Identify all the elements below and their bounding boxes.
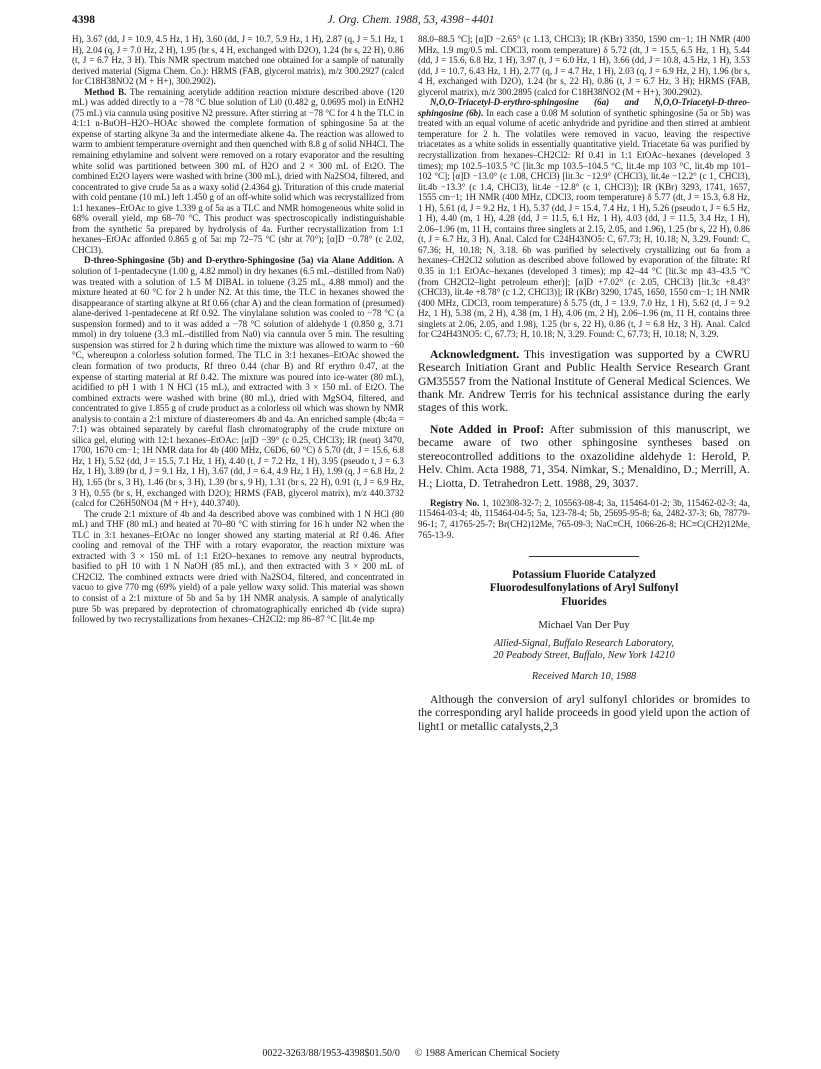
article-title-line-2: Fluorodesulfonylations of Aryl Sulfonyl bbox=[489, 582, 679, 595]
section-spacer bbox=[418, 340, 750, 348]
threo-sphingosine-heading: D-threo-Sphingosine (5b) and D-erythro-Sphingosine (5a) via Alane Addition. bbox=[84, 255, 395, 266]
affiliation-line-2: 20 Peabody Street, Buffalo, New York 14210 bbox=[493, 650, 675, 662]
registry-heading: Registry No. bbox=[430, 497, 480, 508]
sphingosine-data-continuation: 88.0–88.5 °C]; [α]D −2.65° (c 1.13, CHCl3); IR (KBr) 3350, 1590 cm−1; 1H NMR (400 MHz, 1.9 mg/0.5 mL CDCl3, room temperature) δ 5.72 (dt, J = 15.5, 6.5 Hz, 1 H), 5.44 (dd, J = 15.6, 6.8 Hz, 1 H), 3.97 (t, J = 6.0 Hz, 1 H), 3.66 (dd, J = 10.8, 4.5 Hz, 1 H), 3.53 (dd, J = 10.7, 6.43 Hz, 1 H), 2.77 (q, J = 4.7 Hz, 1 H), 2.03 (q, J = 6.9 Hz, 2 H), 1.96 (br s, 4 H, exchanged with D2O), 1.24 (br s, 22 H), 0.86 (t, J = 6.7 Hz, 3 H); HRMS (FAB, glycerol matrix), m/z 300.2895 (calcd for C18H38NO2 (M + H+), 300.2902). bbox=[418, 34, 750, 97]
registry-text: 1, 102308-32-7; 2, 105563-08-4; 3a, 115464-01-2; 3b, 115462-02-3; 4a, 115464-03-4; 4b, 115464-04-5; 5a, 123-78-4; 5b, 25695-95-8; 6a, 2482-37-3; 6b, 78779-96-1; 7, 41765-25-7; Br(CH2)12Me, 765-09-3; NaC≡CH, 1066-26-8; HC≡C(CH2)12Me, 765-13-9. bbox=[418, 497, 750, 540]
threo-sphingosine-paragraph bbox=[72, 255, 404, 508]
nmr-continuation-paragraph: H), 3.67 (dd, J = 10.9, 4.5 Hz, 1 H), 3.60 (dd, J = 10.7, 5.9 Hz, 1 H), 2.87 (q, J = 5.1 Hz, 1 H), 2.04 (q, J = 7.0 Hz, 2 H), 1.95 (br s, 4 H, exchanged with D2O), 1.24 (br s, 22 H), 0.86 (t, J = 6.7 Hz, 3 H). This NMR spectrum matched one obtained for a sample of naturally derived material (Sigma Chem. Co.): HRMS (FAB, glycerol matrix), m/z 300.2927 (calcd for C18H38NO2 (M + H+), 300.2902). bbox=[72, 34, 404, 87]
page-footer bbox=[72, 1048, 750, 1059]
article-title-line-1: Potassium Fluoride Catalyzed bbox=[512, 569, 656, 582]
copyright-notice: © 1988 American Chemical Society bbox=[414, 1048, 560, 1059]
crude-mixture-paragraph: The crude 2:1 mixture of 4b and 4a described above was combined with 1 N HCl (80 mL) and THF (80 mL) and heated at 70–80 °C with stirring for 16 h under N2 when the TLC in 3:1 hexanes–EtOAc no longer showed any starting material at Rf 0.46. After cooling and removal of the THF with a rotary evaporator, the reaction mixture was extracted with 3 × 150 mL of 1:1 Et2O–hexanes to remove any neutral byproducts, basified to pH 10 with 1 N NaOH (85 mL), and then extracted with 3 × 200 mL of CH2Cl2. The combined extracts were dried with Na2SO4, filtered, and concentrated in vacuo to give 770 mg (69% yield) of a pale yellow waxy solid. This material was shown to consist of a 2:1 mixture of 5b and 5a by 1H NMR analysis. A sample of analytically pure 5b was prepared by deprotection of chromatographically enriched 4b (vide supra) followed by two recrystallizations from hexanes–CH2Cl2: mp 86–87 °C [lit.4e mp bbox=[72, 508, 404, 625]
registry-paragraph bbox=[418, 498, 750, 540]
threo-sphingosine-text: A solution of 1-pentadecyne (1.00 g, 4.82 mmol) in dry hexanes (6.5 mL–distilled from Na0) was treated with a solution of 1.5 M DIBAL in toluene (3.25 mL, 4.88 mmol) and the mixture heated at 60 °C for 2 h under N2. At this time, the TLC in hexanes showed the disappearance of starting alkyne at Rf 0.66 (char A) and the clean formation of (presumed) alane-derived 1-pentadecene at Rf 0.92. The vinylalane solution was cooled to −78 °C (a suspension formed) and to it was added a −78 °C solution of aldehyde 1 (0.850 g, 3.71 mmol) in dry toluene (3.3 mL–distilled from Na0) via cannula over 5 min. The resulting suspension was stirred for 2 h during which time the mixture was allowed to warm to −60 °C, whereupon a colorless solution formed. The TLC in 3:1 hexanes–EtOAc showed the clean formation of two products, Rf threo 0.44 (char B) and Rf erythro 0.47, at the expense of starting material at Rf 0.42. The mixture was poured into ice-water (80 mL), acidified to pH 1 with 1 N HCl (15 mL), and extracted with 3 × 150 mL of Et2O. The combined extracts were washed with brine (80 mL), dried with MgSO4, filtered, and concentrated to give 1.855 g of crude product as a colorless oil which was shown by NMR analysis to contain a 2:1 mixture of diastereomers 4b and 4a. An enriched sample (4b:4a = 7:1) was obtained separately by careful flash chromatography of the crude mixture on silica gel, eluting with 12:1 hexanes–EtOAc: [α]D −39° (c 0.25, CHCl3); IR (neat) 3470, 1700, 1670 cm−1; 1H NMR data for 4b (400 MHz, C6D6, 60 °C) δ 5.70 (dt, J = 15.6, 6.8 Hz, 1 H), 5.52 (dd, J = 15.5, 7.1 Hz, 1 H), 4.40 (t, J = 7.2 Hz, 1 H), 3.95 (pseudo t, J = 6.3 Hz, 1 H), 3.89 (br d, J = 9.1 Hz, 1 H), 3.67 (dd, J = 6.4, 4.9 Hz, 1 H), 1.99 (q, J = 6.8 Hz, 2 H), 1.65 (br s, 3 H), 1.46 (br s, 3 H), 1.39 (br s, 9 H), 1.31 (br s, 22 H), 0.91 (t, J = 6.9 Hz, 3 H), 0.55 (br s, H, exchanged with D2O); HRMS (FAB, glycerol matrix), m/z 440.3732 (calcd for C26H50NO4 (M + H+), 440.3740). bbox=[72, 255, 404, 509]
triacetyl-text: In each case a 0.08 M solution of synthetic sphingosine (5a or 5b) was treated with an equal volume of acetic anhydride and pyridine and then stirred at ambient temperature for 2 h. The volatiles were removed in vacuo, leaving the respective triacetates as a white solids in essentially quantitative yield. Triacetate 6a was purified by recrystallization from hexanes–CH2Cl2: Rf 0.41 in 1:1 EtOAc–hexanes (developed 3 times); mp 102.5–103.5 °C [lit.3c mp 103.5–104.5 °C, lit.4e mp 103 °C, lit.4b mp 101–102 °C]; [α]D −13.0° (c 1.08, CHCl3) [lit.3c −12.9° (CHCl3), lit.4e −12.2° (c 1, CHCl3), lit.4b −13.3° (c 1.4, CHCl3), lit.4e −12.8° (c 1, CHCl3)]; IR (KBr) 3293, 1741, 1657, 1555 cm−1; 1H NMR (400 MHz, CDCl3, room temperature) δ 5.77 (dt, J = 15.3, 6.8 Hz, 1 H), 5.61 (d, J = 9.2 Hz, 1 H), 5.37 (dd, J = 15.4, 7.4 Hz, 1 H), 5.26 (pseudo t, J = 6.5 Hz, 1 H), 4.40 (m, 1 H), 4.28 (dd, J = 11.5, 6.1 Hz, 1 H), 4.03 (dd, J = 11.5, 3.4 Hz, 1 H), 2.06–1.96 (m, 11 H, contains three singlets at 2.15, 2.05, and 1.96), 1.25 (br s, 22 H), 0.86 (t, J = 6.7 Hz, 3 H). Anal. Calcd for C24H43NO5: C, 67.73; H, 10.18; N, 3.29. Found: C, 67.36; H, 10.18; N, 3.18. 6b was purified by selectively crystallizing out 6a from a hexanes–CH2Cl2 solution as described above followed by evaporation of the filtrate: Rf 0.35 in 1:1 EtOAc–hexanes (developed 3 times); mp 42–44 °C [lit.3c mp 43–43.5 °C (from CH2Cl2–light petroleum ether)]; [α]D +7.02° (c 2.05, CHCl3) [lit.3c +8.43° (CHCl3), lit.4e +8.78° (c 1.2, CHCl3)]; IR (KBr) 3290, 1745, 1650, 1550 cm−1; 1H NMR (400 MHz, CDCl3, room temperature) δ 5.75 (dt, J = 13.9, 7.0 Hz, 1 H), 5.62 (d, J = 9.2 Hz, 1 H), 5.38 (m, 2 H), 4.38 (m, 1 H), 4.06 (m, 2 H), 2.06–1.96 (m, 11 H, contains three singlets at 2.06, 2.05, and 1.98), 1.25 (br s, 22 H), 0.86 (t, J = 6.8 Hz, 3 H). Anal. Calcd for C24H43NO5: C, 67.73; H, 10.18; N, 3.29. Found: C, 67.73; H, 10.18; N, 3.29. bbox=[418, 107, 750, 340]
acknowledgment-text: This investigation was supported by a CWRU Research Initiation Grant and Public Health Service Research Grant GM35557 from the National Institute of General Medical Sciences. We thank Mr. Andrew Terris for his technical assistance during the early stages of this work. bbox=[418, 347, 750, 415]
note-added-heading: Note Added in Proof: bbox=[430, 422, 545, 436]
page-header bbox=[72, 12, 750, 32]
acknowledgment-paragraph bbox=[418, 348, 750, 415]
section-spacer bbox=[418, 415, 750, 423]
received-date: Received March 10, 1988 bbox=[531, 670, 637, 682]
article-intro-paragraph: Although the conversion of aryl sulfonyl chlorides or bromides to the corresponding aryl halide proceeds in good yield upon the action of light1 or metallic catalysts,2,3 bbox=[418, 692, 750, 733]
article-author: Michael Van Der Puy bbox=[538, 619, 630, 631]
article-divider bbox=[529, 556, 639, 557]
affiliation-line-1: Allied-Signal, Buffalo Research Laboratory, bbox=[494, 637, 674, 649]
method-b-text: The remaining acetylide addition reaction mixture described above (120 mL) was added directly to a −78 °C blue solution of Li0 (0.482 g, 0.0695 mol) in EtNH2 (75 mL) via cannula using positive N2 pressure. After stirring at −78 °C for 4 h the TLC in 4:1:1 n-BuOH–H2O–HOAc showed the complete formation of sphingosine 5a at the expense of starting alkyne 3a and the intermediate alkene 4a. The reaction was allowed to warm to ambient temperature overnight and then quenched with 8.8 g of solid NH4Cl. The remaining ethylamine and solvent were removed on a rotary evaporator and the resulting white solid was partitioned between 300 mL of H2O and 2 × 300 mL of Et2O. The combined Et2O layers were washed with brine (300 mL), dried with Na2SO4, filtered, and concentrated to give crude 5a as a waxy solid (2.4364 g). Trituration of this crude material with cold pentane (10 mL) left 1.450 g of an off-white solid which was recrystallized from 1:1 hexanes–EtOAc to give 1.339 g of 5a as a TLC and NMR homogeneous white solid in 68% overall yield, mp 68–70 °C. This product was spectroscopically indistinguishable from the synthetic 5a prepared by hydrolysis of 4a. Further recrystallization from 1:1 hexanes–EtOAc afforded 0.865 g of 5a: mp 72–75 °C (shr at 70°); [α]D −0.78° (c 2.02, CHCl3). bbox=[72, 86, 404, 255]
note-added-paragraph bbox=[418, 423, 750, 490]
acknowledgment-heading: Acknowledgment. bbox=[430, 347, 520, 361]
journal-reference: J. Org. Chem. 1988, 53, 4398−4401 bbox=[327, 14, 495, 26]
method-b-heading: Method B. bbox=[84, 86, 127, 97]
left-column bbox=[72, 34, 404, 1010]
method-b-paragraph bbox=[72, 87, 404, 256]
article-title-line-3: Fluorides bbox=[561, 595, 607, 608]
note-added-text: After submission of this manuscript, we became aware of two other sphingosine syntheses based on stereocontrolled additions to the oxazolidine aldehyde 1: Herold, P. Helv. Chim. Acta 1988, 71, 354. Nimkar, S.; Menaldino, D.; Merrill, A. H.; Liotta, D. Tetrahedron Lett. 1988, 29, 3037. bbox=[418, 422, 750, 490]
page-number: 4398 bbox=[72, 14, 95, 26]
right-column bbox=[418, 34, 750, 1010]
triacetyl-heading: N,O,O-Triacetyl-D-erythro-sphingosine (6a) and N,O,O-Triacetyl-D-threo-sphingosine (6b). bbox=[418, 97, 750, 118]
article-code: 0022-3263/88/1953-4398$01.50/0 bbox=[262, 1048, 400, 1059]
triacetyl-paragraph bbox=[418, 97, 750, 340]
